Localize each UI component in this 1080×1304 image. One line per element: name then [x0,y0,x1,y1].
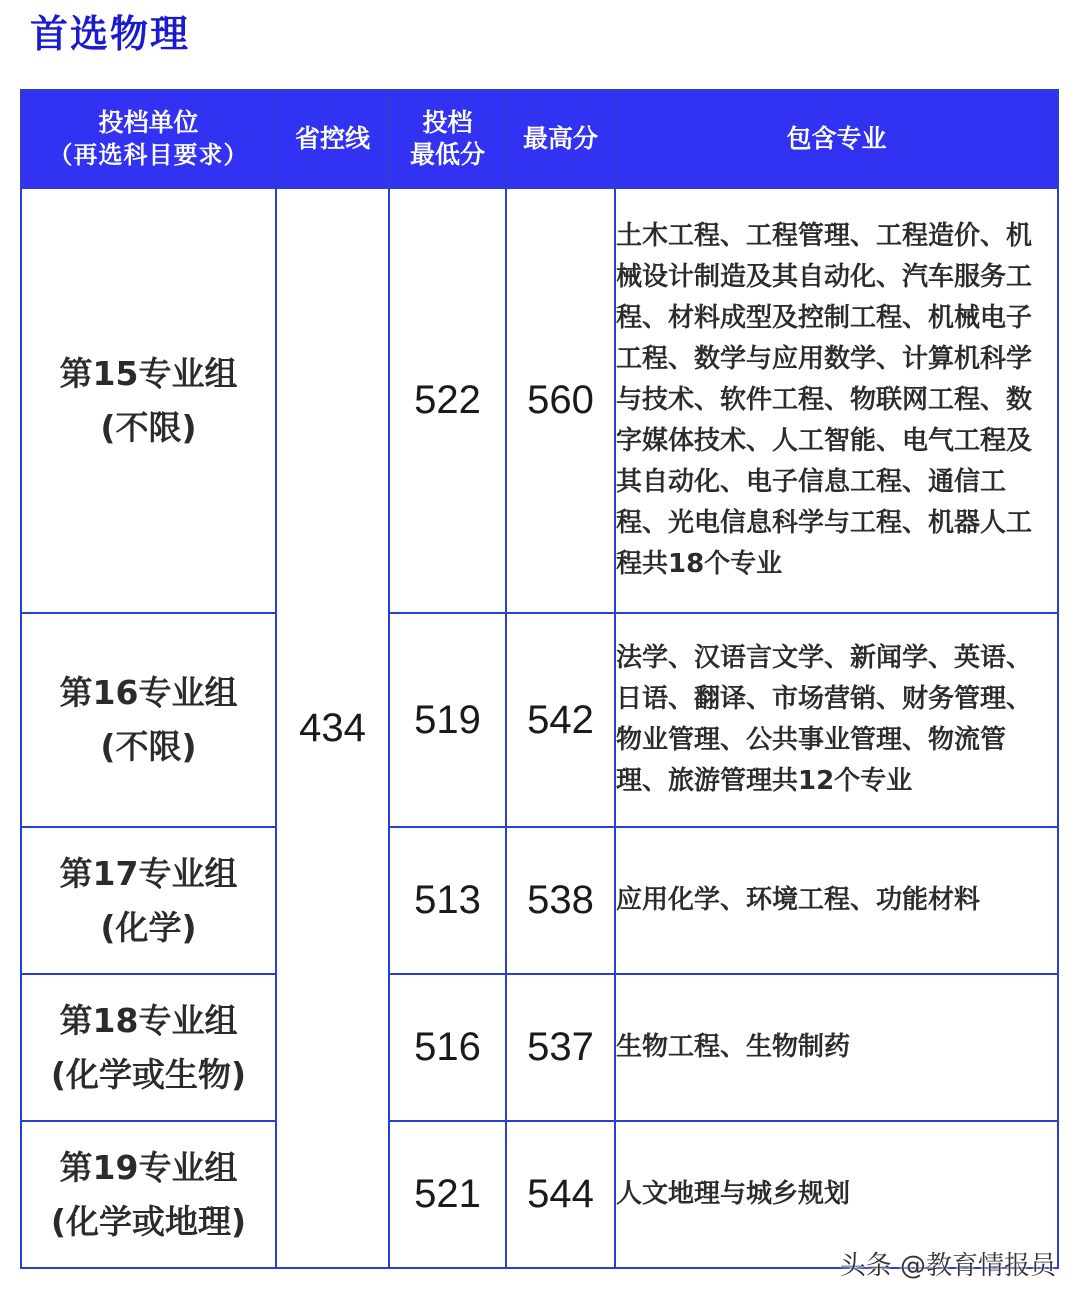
table-row [21,1121,1058,1268]
table-row [21,974,1058,1121]
group-name: 第15专业组 [59,353,238,393]
group-requirement: (不限) [100,727,197,766]
max-score: 542 [527,697,594,742]
group-name: 第16专业组 [59,673,238,712]
control-score-cell [276,188,389,1268]
group-name: 第17专业组 [59,853,238,893]
group-name: 第19专业组 [59,1147,238,1187]
max-score-cell [506,1121,615,1268]
header-unit [21,90,276,188]
max-score: 537 [527,1025,594,1069]
min-score-cell [389,1121,506,1268]
min-score: 521 [414,1172,481,1216]
table-row [21,188,1058,613]
group-cell [21,827,276,974]
majors-cell [615,1121,1058,1268]
header-min-score [389,90,506,188]
max-score-cell [506,188,615,613]
min-score-cell [389,974,506,1121]
max-score: 538 [527,878,594,922]
min-score: 513 [414,878,481,922]
header-max-label: 最高分 [522,124,598,153]
table-row [21,827,1058,974]
group-cell [21,188,276,613]
header-majors-label: 包含专业 [786,124,887,153]
group-requirement: (化学) [100,907,197,947]
max-score-cell [506,974,615,1121]
max-score-cell [506,613,615,827]
admission-score-table [20,89,1059,1269]
header-min-line2: 最低分 [409,140,485,169]
max-score: 560 [527,378,594,422]
header-unit-line2: （再选科目要求） [48,140,249,169]
majors-cell [615,188,1058,613]
group-cell [21,613,276,827]
majors-text: 人文地理与城乡规划 [616,1179,851,1209]
min-score-cell [389,827,506,974]
group-requirement: (化学或生物) [50,1054,247,1094]
header-max-score [506,90,615,188]
group-cell [21,1121,276,1268]
min-score: 519 [414,697,481,742]
min-score-cell [389,188,506,613]
majors-cell [615,613,1058,827]
header-control-line [276,90,389,188]
majors-text: 应用化学、环境工程、功能材料 [616,885,981,915]
min-score: 522 [414,378,481,422]
header-unit-line1: 投档单位 [98,108,199,137]
max-score: 544 [527,1172,594,1216]
header-min-line1: 投档 [422,108,473,137]
majors-text: 生物工程、生物制药 [616,1032,851,1062]
header-majors [615,90,1058,188]
table-row [21,613,1058,827]
group-requirement: (不限) [100,407,197,447]
watermark: 头条 @教育情报员 [839,1251,1056,1281]
group-requirement: (化学或地理) [50,1201,247,1241]
table-header-row [21,90,1058,188]
max-score-cell [506,827,615,974]
majors-cell [615,827,1058,974]
min-score-cell [389,613,506,827]
group-name: 第18专业组 [59,1000,238,1040]
header-control-line-label: 省控线 [294,124,370,153]
majors-cell [615,974,1058,1121]
majors-text: 土木工程、工程管理、工程造价、机械设计制造及其自动化、汽车服务工程、材料成型及控制工程、机械电子工程、数学与应用数学、计算机科学与技术、软件工程、物联网工程、数字媒体技术、人工智能、电气工程及其自动化、电子信息工程、通信工程、光电信息科学与工程、机器人工程共18个专业 [616,221,1033,579]
majors-text: 法学、汉语言文学、新闻学、英语、日语、翻译、市场营销、财务管理、物业管理、公共事业管理、物流管理、旅游管理共12个专业 [616,643,1033,796]
min-score: 516 [414,1025,481,1069]
control-score: 434 [299,705,366,750]
page-title: 首选物理 [30,11,191,56]
group-cell [21,974,276,1121]
